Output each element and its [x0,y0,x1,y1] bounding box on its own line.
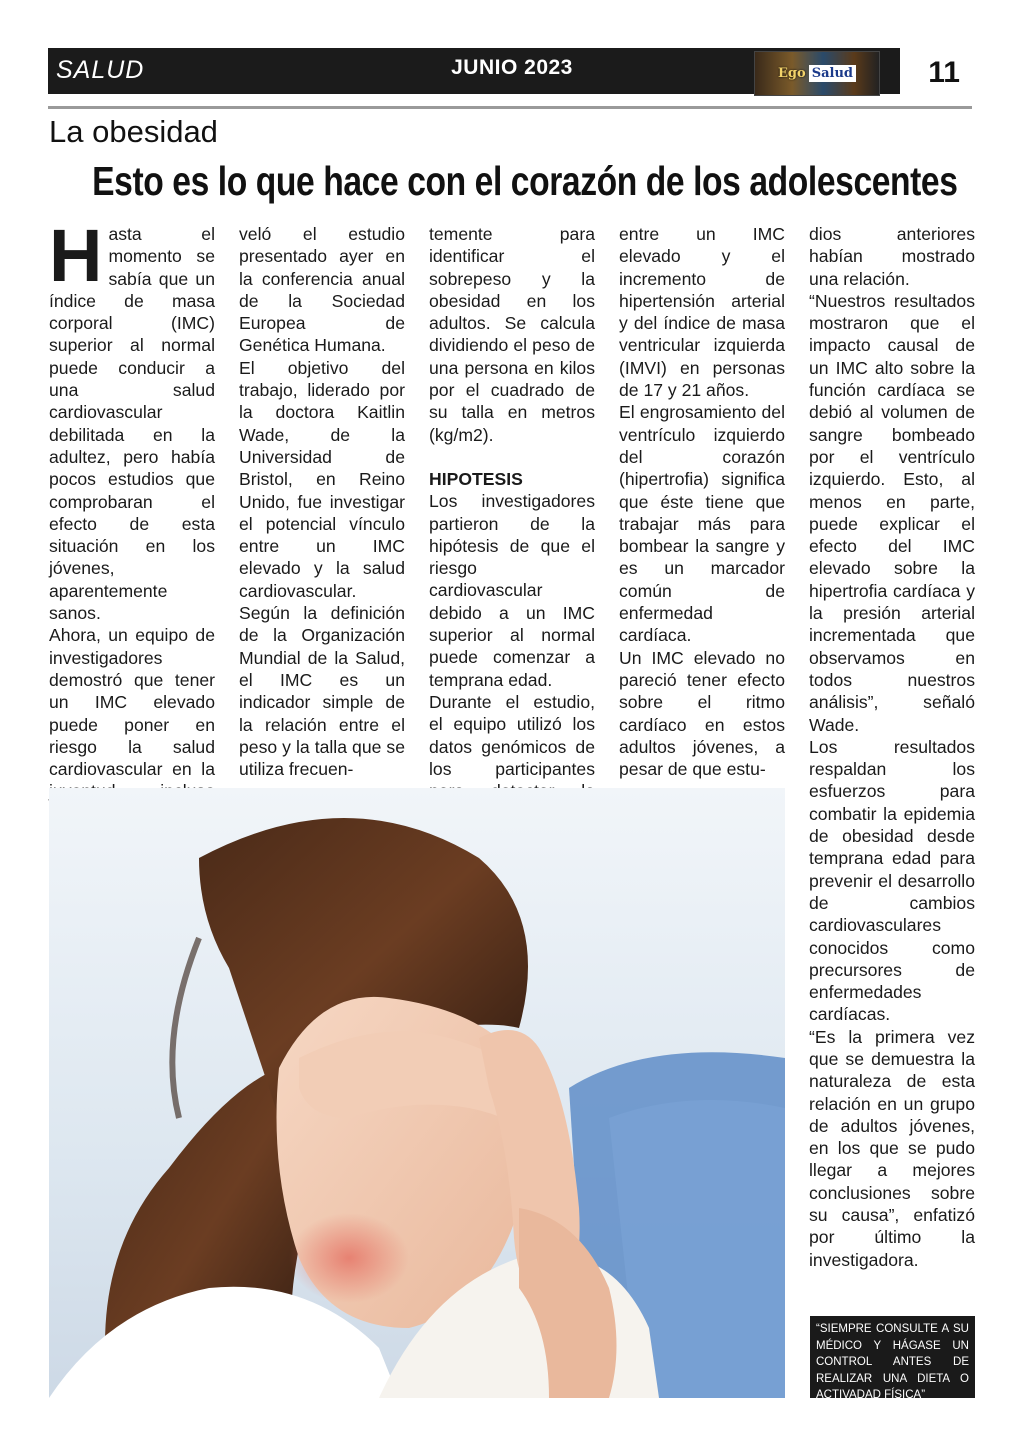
article-column-2 [239,223,405,780]
issue-date: JUNIO 2023 [451,56,573,79]
health-notice: “SIEMPRE CONSULTE A SU MÉDICO Y HÁGASE UN CONTROL ANTES DE REALIZAR UNA DIETA O ACTIVADAD FÍSICA” [810,1316,975,1398]
paragraph: El objetivo del trabajo, liderado por la doctora Kaitlin Wade, de la Universidad de Bristol, en Reino Unido, fue investigar el potencial vínculo entre un IMC elevado y la salud cardiovascular. [239,357,405,601]
drop-cap: H [49,214,103,297]
subheading-hipotesis: HIPOTESIS [429,468,523,489]
paragraph: dios anteriores habían mostrado una relación. [809,224,975,289]
article-headline: Esto es lo que hace con el corazón de los adolescentes [92,158,958,204]
article-kicker: La obesidad [49,114,218,149]
logo-text-left: Ego [778,66,806,81]
paragraph: asta el momento se sabía que un índice de masa corporal (IMC) superior al normal puede conducir a una salud cardiovascular debilitada en la adultez, pero había pocos estudios que comprobaran el efecto de esta situación en los jóvenes, aparentemente sanos. [49,224,215,624]
paragraph: Durante el estudio, el equipo utilizó los datos genómicos de los participantes [429,691,595,779]
article-column-3 [429,223,595,847]
publication-logo [754,51,880,96]
article-column-1 [49,214,215,847]
paragraph: entre un IMC elevado y el incremento de hipertensión arterial y del índice de masa ventricular izquierda (IMVI) en personas de 17 y 21 años. [619,224,785,401]
paragraph: “Es la primera vez que se demuestra la naturaleza de esta relación en un grupo de adultos jóvenes, en los que se pudo llegar a mejores conclusiones sobre su causa”, enfatizó por último la investigadora. [809,1026,975,1270]
paragraph: Los resultados respaldan los esfuerzos para combatir la epidemia de obesidad desde temprana edad para prevenir el desarrollo de cambios cardiovasculares conocidos como precursores de enfermedades cardíacas. [809,736,975,1025]
page-number: 11 [928,56,960,89]
paragraph: El engrosamiento del ventrículo izquierdo del corazón (hipertrofia) significa que éste tiene que trabajar más para bombear la sangre y es un marcador común de enfermedad cardíaca. [619,402,785,646]
article-column-4 [619,223,785,780]
paragraph: veló el estudio presentado ayer en la conferencia anual de la Sociedad Europea de Genética Humana. [239,224,405,356]
article-column-5 [809,223,975,1271]
paragraph: Según la definición de la Organización Mundial de la Salud, el IMC es un indicador simple de la relación entre el peso y la talla que se utiliza frecuen- [239,603,405,780]
paragraph: “Nuestros resultados mostraron que el impacto causal de un IMC alto sobre la función cardíaca se debió al volumen de sangre bombeado por el ventrículo izquierdo. Esto, al menos en parte, puede explicar el efecto del IMC elevado sobre la hipertrofia cardíaca y la presión arterial incrementada que observamos en todos nuestros análisis”, señaló Wade. [809,290,975,735]
paragraph: Los investigadores partieron de la hipótesis de que el riesgo cardiovascular debido a un IMC superior al normal puede comenzar a temprana edad. [429,491,595,690]
woman-head-in-hand-photo [49,788,785,1398]
paragraph: Ahora, un equipo de investigadores demostró que tener un IMC elevado puede poner en riesgo la salud cardiovascular en la [49,625,215,780]
section-label: SALUD [56,56,145,84]
logo-text-right: Salud [809,65,856,82]
article-photo [49,788,785,1398]
paragraph: Un IMC elevado no pareció tener efecto sobre el ritmo cardíaco en estos adultos jóvenes, a pesar de que estu- [619,647,785,780]
paragraph: temente para identificar el sobrepeso y la obesidad en los adultos. Se calcula dividiendo el peso de una persona en kilos por el cuadrado de su talla en metros (kg/m2). [429,224,595,445]
header-rule [48,106,972,109]
